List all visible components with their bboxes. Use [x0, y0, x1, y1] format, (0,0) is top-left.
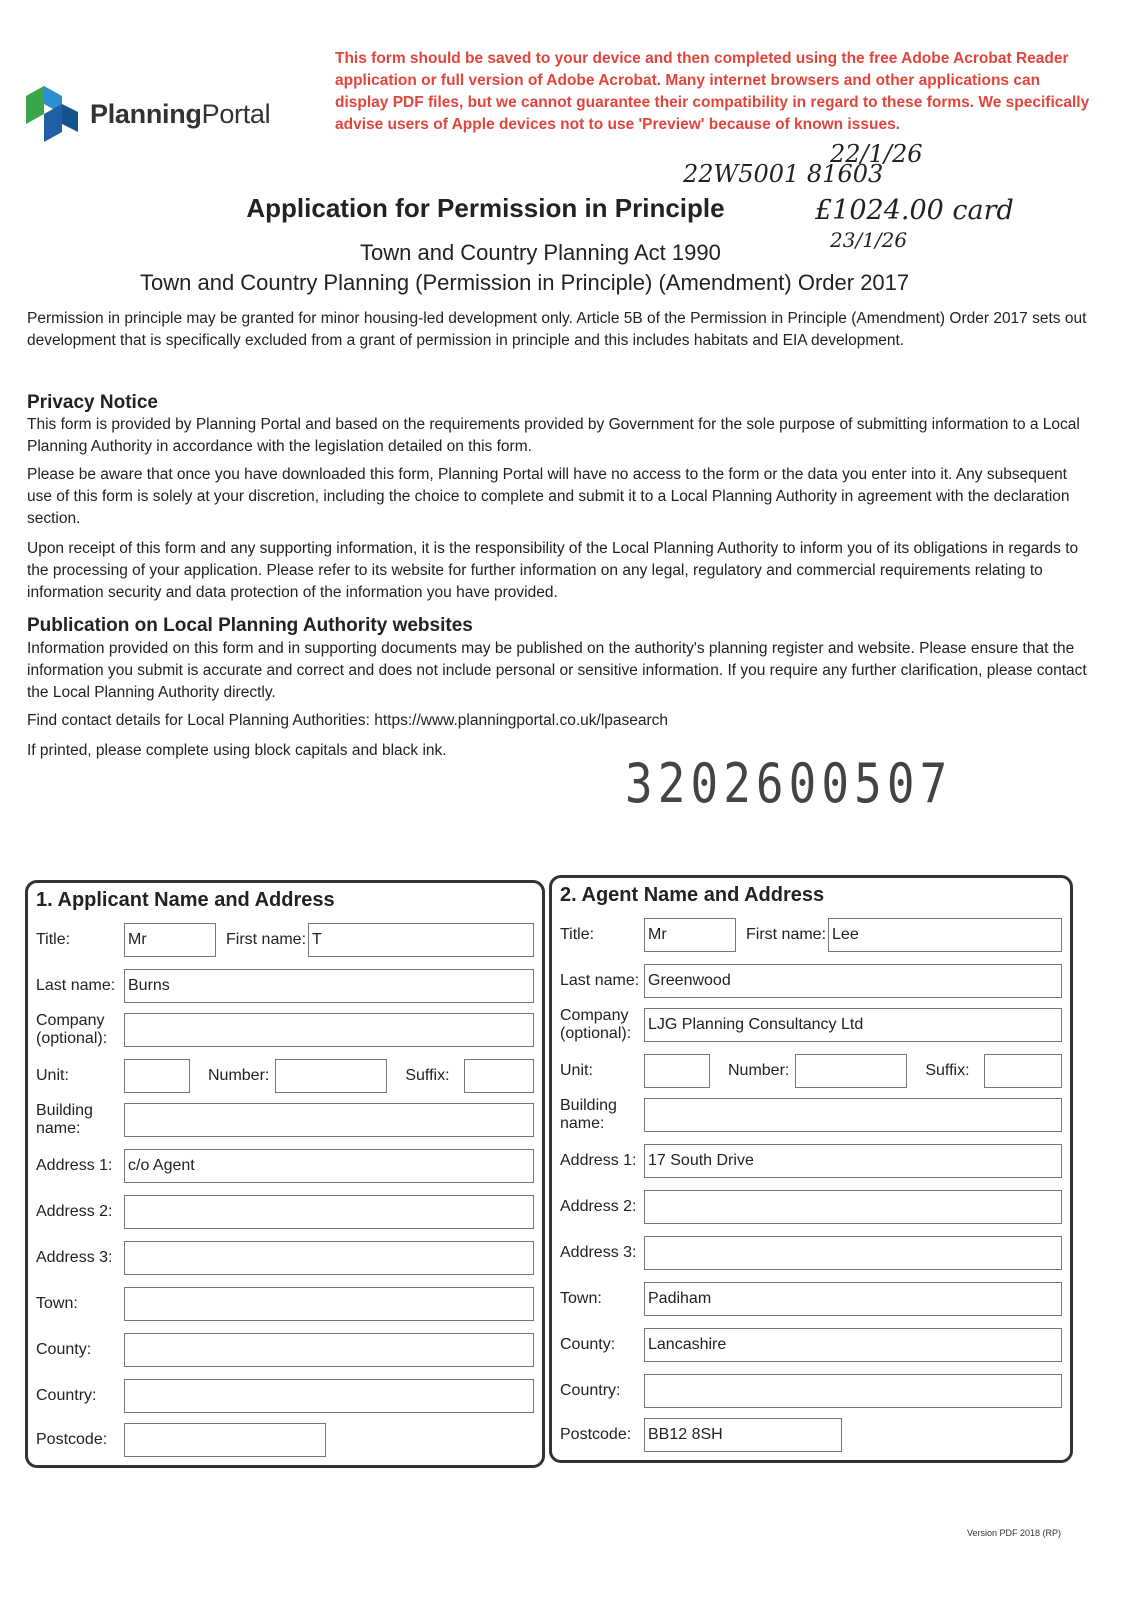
compatibility-warning: This form should be saved to your device and then completed using the free Adobe Acrobat Reader application or full version of Adobe Acrobat. Many internet browsers and other applications can display PDF files, but we cannot guarantee their compatibility in regard to these forms. We specifically advise users of Apple devices not to use 'Preview' because of known issues.	[335, 50, 1090, 133]
block-capitals-note: If printed, please complete using block capitals and black ink.	[27, 742, 447, 759]
agent-last-name-field[interactable]: Greenwood	[644, 964, 1062, 998]
agent-postcode-field[interactable]: BB12 8SH	[644, 1418, 842, 1452]
planning-portal-logo	[22, 82, 270, 146]
applicant-last-name-field[interactable]: Burns	[124, 969, 534, 1003]
title-label: Title:	[560, 926, 595, 943]
county-label: County:	[560, 1336, 616, 1353]
town-label: Town:	[36, 1295, 78, 1312]
first-name-label: First name:	[226, 931, 307, 948]
county-label: County:	[36, 1341, 92, 1358]
applicant-section	[25, 880, 545, 1468]
publication-heading: Publication on Local Planning Authority websites	[27, 615, 473, 636]
agent-title-field[interactable]: Mr	[644, 918, 736, 952]
handwritten-fee: £1024.00 card	[815, 195, 1014, 226]
address2-label: Address 2:	[36, 1203, 113, 1220]
company-label: Company (optional):	[36, 1012, 108, 1047]
address3-label: Address 3:	[36, 1249, 113, 1266]
agent-building-field[interactable]	[644, 1098, 1062, 1132]
logo-icon	[22, 82, 80, 146]
country-label: Country:	[36, 1387, 97, 1404]
address3-label: Address 3:	[560, 1244, 637, 1261]
number-label: Number:	[728, 1062, 790, 1079]
applicant-heading: 1. Applicant Name and Address	[36, 889, 335, 911]
applicant-title-field[interactable]: Mr	[124, 923, 216, 957]
applicant-building-field[interactable]	[124, 1103, 534, 1137]
intro-text: Permission in principle may be granted for minor housing-led development only. Article 5B of the Permission in Principle (Amendment) Order 2017 sets out development that is specifically excluded from a grant of permission in principle and this includes habitats and EIA development.	[27, 310, 1087, 349]
suffix-label: Suffix:	[925, 1062, 970, 1079]
applicant-postcode-field[interactable]	[124, 1423, 326, 1457]
company-label: Company (optional):	[560, 1007, 632, 1042]
privacy-p2: Please be aware that once you have downloaded this form, Planning Portal will have no access to the form or the data you enter into it. Any subsequent use of this form is solely at your discretion, including the choice to complete and submit it to a Local Planning Authority in agreement with the declaration section.	[27, 466, 1070, 527]
country-label: Country:	[560, 1382, 621, 1399]
building-label: Building name:	[560, 1097, 617, 1132]
privacy-heading: Privacy Notice	[27, 392, 158, 413]
agent-address3-field[interactable]	[644, 1236, 1062, 1270]
suffix-label: Suffix:	[405, 1067, 450, 1084]
agent-company-field[interactable]: LJG Planning Consultancy Ltd	[644, 1008, 1062, 1042]
handwritten-reference: 22W5001 81603	[683, 160, 884, 188]
applicant-address1-field[interactable]: c/o Agent	[124, 1149, 534, 1183]
privacy-p3: Upon receipt of this form and any supporting information, it is the responsibility of the Local Planning Authority to inform you of its obligations in regards to the processing of your application. Please refer to its website for further information on any legal, regulatory and commercial requirements relating to information security and data protection of the information you have provided.	[27, 540, 1079, 601]
unit-label: Unit:	[36, 1067, 69, 1084]
agent-number-field[interactable]	[795, 1054, 907, 1088]
postcode-label: Postcode:	[36, 1431, 108, 1448]
agent-heading: 2. Agent Name and Address	[560, 884, 825, 906]
page-title: Application for Permission in Principle	[246, 193, 725, 223]
agent-first-name-field[interactable]: Lee	[828, 918, 1062, 952]
address1-label: Address 1:	[36, 1157, 113, 1174]
first-name-label: First name:	[746, 926, 827, 943]
applicant-company-field[interactable]	[124, 1013, 534, 1047]
applicant-address2-field[interactable]	[124, 1195, 534, 1229]
applicant-unit-field[interactable]	[124, 1059, 190, 1093]
applicant-country-field[interactable]	[124, 1379, 534, 1413]
agent-section	[549, 875, 1073, 1463]
town-label: Town:	[560, 1290, 602, 1307]
unit-label: Unit:	[560, 1062, 593, 1079]
agent-unit-field[interactable]	[644, 1054, 710, 1088]
agent-country-field[interactable]	[644, 1374, 1062, 1408]
agent-address2-field[interactable]	[644, 1190, 1062, 1224]
number-label: Number:	[208, 1067, 270, 1084]
subtitle-order: Town and Country Planning (Permission in Principle) (Amendment) Order 2017	[140, 270, 910, 295]
title-label: Title:	[36, 931, 71, 948]
handwritten-date-paid: 23/1/26	[830, 228, 908, 252]
address2-label: Address 2:	[560, 1198, 637, 1215]
agent-suffix-field[interactable]	[984, 1054, 1062, 1088]
subtitle-act: Town and Country Planning Act 1990	[360, 240, 721, 265]
applicant-address3-field[interactable]	[124, 1241, 534, 1275]
agent-town-field[interactable]: Padiham	[644, 1282, 1062, 1316]
address1-label: Address 1:	[560, 1152, 637, 1169]
privacy-p1: This form is provided by Planning Portal and based on the requirements provided by Government for the sole purpose of submitting information to a Local Planning Authority in accordance with the legislation detailed on this form.	[27, 416, 1080, 455]
applicant-suffix-field[interactable]	[464, 1059, 534, 1093]
postcode-label: Postcode:	[560, 1426, 632, 1443]
logo-portal: Portal	[201, 98, 271, 129]
applicant-first-name-field[interactable]: T	[308, 923, 534, 957]
agent-county-field[interactable]: Lancashire	[644, 1328, 1062, 1362]
applicant-town-field[interactable]	[124, 1287, 534, 1321]
last-name-label: Last name:	[36, 977, 116, 994]
publication-p1: Information provided on this form and in supporting documents may be published on the authority's planning register and website. Please ensure that the information you submit is accurate and correct and does not include personal or sensitive information. If you require any further clarification, please contact the Local Planning Authority directly.	[27, 640, 1087, 701]
logo-brand: Planning	[90, 98, 202, 129]
version-footer: Version PDF 2018 (RP)	[966, 1528, 1061, 1538]
handwritten-date-received: 22/1/26	[830, 140, 923, 168]
building-label: Building name:	[36, 1102, 93, 1137]
last-name-label: Last name:	[560, 972, 640, 989]
received-stamp: 3202600507	[625, 752, 953, 815]
applicant-number-field[interactable]	[275, 1059, 387, 1093]
applicant-county-field[interactable]	[124, 1333, 534, 1367]
agent-address1-field[interactable]: 17 South Drive	[644, 1144, 1062, 1178]
lpa-contact-text: Find contact details for Local Planning Authorities: https://www.planningportal.co.uk/lpasearch	[27, 712, 669, 729]
